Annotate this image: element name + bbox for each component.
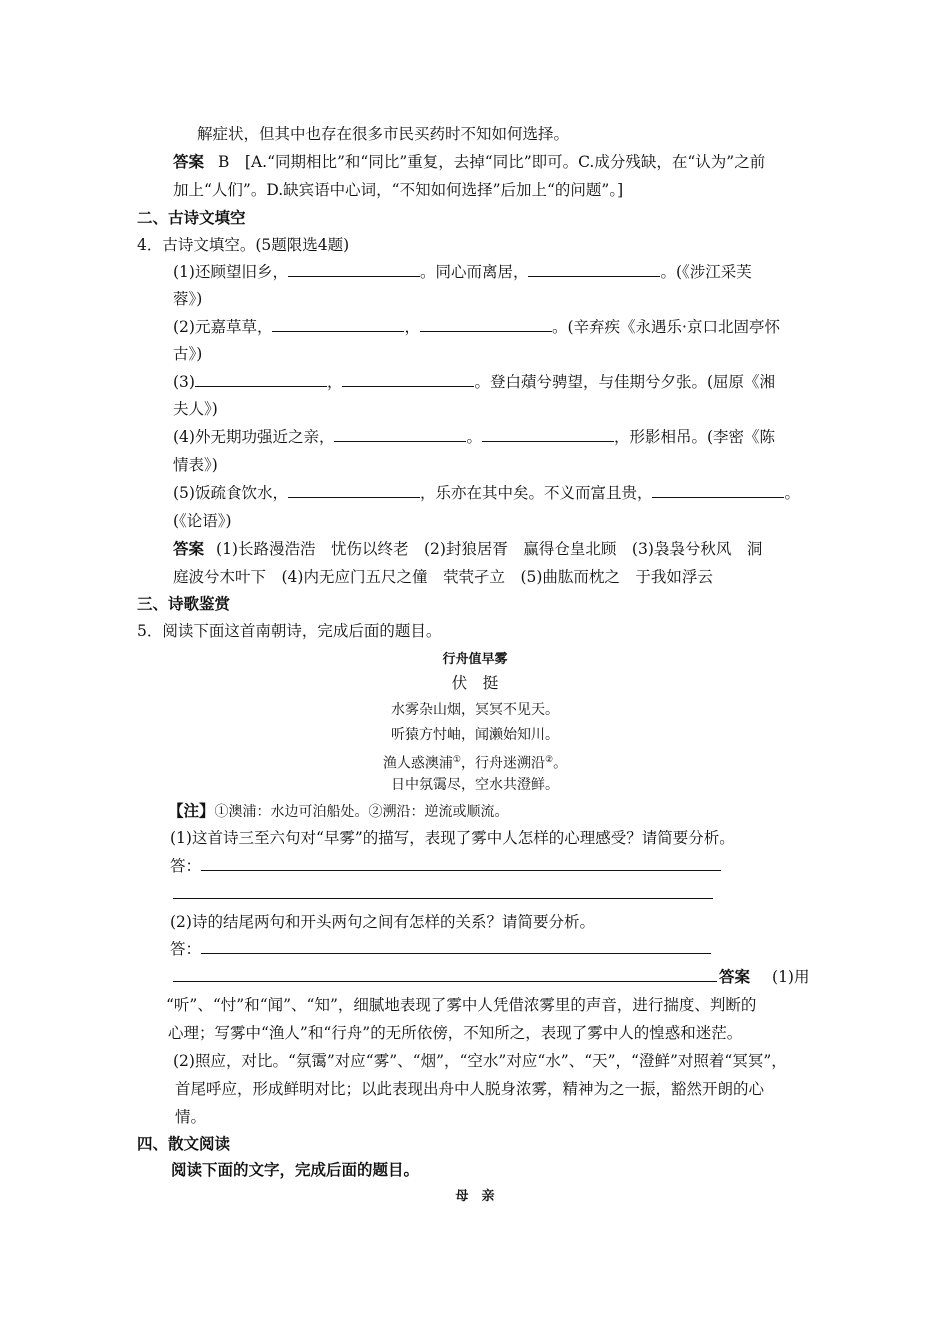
q5-answer-line-6: 情。 (175, 1108, 207, 1126)
blank-line (652, 483, 784, 498)
q4-item-4: (4)外无期功强近之亲， 。 ，形影相吊。(李密《陈 (173, 428, 776, 446)
q3-answer-line-2: 加上“人们”。D.缺宾语中心词，“不知如何选择”后加上“的问题”。] (173, 181, 624, 199)
q4-item-5-cont: (《论语》) (173, 512, 232, 530)
blank-line (528, 262, 660, 277)
blank-line (420, 317, 552, 332)
poem-line-2: 听猿方忖岫，闻濑始知川。 (391, 727, 559, 743)
q4-item-5: (5)饭疏食饮水， ，乐亦在其中矣。不义而富且贵， 。 (173, 484, 800, 502)
blank-line (334, 427, 466, 442)
section4-intro: 阅读下面的文字，完成后面的题目。 (171, 1160, 420, 1179)
section-heading-4: 四、散文阅读 (137, 1134, 231, 1153)
answer-label: 答案 (173, 152, 205, 171)
q4-item-1-cont: 蓉》) (173, 290, 203, 308)
answer-line (173, 884, 713, 899)
q3-continuation: 解症状，但其中也存在很多市民买药时不知如何选择。 (197, 125, 570, 143)
q5-sub-2: (2)诗的结尾两句和开头两句之间有怎样的关系？请简要分析。 (170, 913, 595, 931)
q5-answer-prompt-2: 答： (170, 939, 711, 959)
q5-stem: 5．阅读下面这首南朝诗，完成后面的题目。 (137, 622, 442, 640)
q4-item-2-cont: 古》) (173, 345, 203, 363)
poem-title: 行舟值早雾 (442, 652, 508, 667)
answer-line (173, 967, 717, 982)
q5-answer-line-1b (173, 884, 713, 904)
poem-author: 伏 挺 (451, 674, 499, 692)
q5-answer-line-4: (2)照应，对比。“氛霭”对应“雾”、“烟”，“空水”对应“水”、“天”，“澄鲜”对照着“冥冥”， (173, 1052, 787, 1070)
blank-line (288, 483, 420, 498)
poem-note (168, 801, 509, 822)
q5-answer-line-5: 首尾呼应，形成鲜明对比；以此表现出舟中人脱身浓雾，精神为之一振，豁然开朗的心 (175, 1080, 765, 1098)
section-heading-2: 二、古诗文填空 (137, 208, 246, 227)
q5-sub-1: (1)这首诗三至六句对“早雾”的描写，表现了雾中人怎样的心理感受？请简要分析。 (170, 829, 735, 847)
poem-line-3: 渔人惑澳浦①，行舟迷溯沿②。 (382, 755, 568, 772)
footnote-mark: ① (452, 755, 461, 765)
footnote-mark: ② (545, 755, 554, 765)
q4-answer-line-1: 答案 (1)长路漫浩浩 忧伤以终老 (2)封狼居胥 赢得仓皇北顾 (3)袅袅兮秋风 洞 (173, 539, 763, 558)
poem-line-1: 水雾杂山烟，冥冥不见天。 (391, 702, 559, 718)
blank-line (482, 427, 614, 442)
q4-stem: 4．古诗文填空。(5题限选4题) (137, 236, 350, 254)
section-heading-3: 三、诗歌鉴赏 (137, 594, 231, 613)
q5-answer-line-3: 心理；写雾中“渔人”和“行舟”的无所依傍，不知所之，表现了雾中人的惶惑和迷茫。 (168, 1024, 743, 1042)
blank-line (288, 262, 420, 277)
answer-line (201, 856, 721, 871)
answer-label: 答案 (719, 967, 751, 986)
q4-item-3-cont: 夫人》) (173, 400, 218, 418)
blank-line (272, 317, 404, 332)
poem-line-4: 日中氛霭尽，空水共澄鲜。 (391, 777, 559, 793)
answer-label: 答案 (173, 539, 205, 558)
q4-answer-line-2: 庭波兮木叶下 (4)内无应门五尺之僮 茕茕孑立 (5)曲肱而枕之 于我如浮云 (173, 568, 713, 586)
q4-item-2: (2)元嘉草草， ， 。(辛弃疾《永遇乐·京口北固亭怀 (173, 318, 780, 336)
q4-item-4-cont: 情表》) (173, 456, 218, 474)
q5-answer-line-1: 答案 (1)用 (173, 967, 809, 987)
answer-line (201, 939, 711, 954)
q5-answer-prompt-1: 答： (170, 856, 721, 876)
note-label: 【注】 (168, 801, 215, 820)
q3-answer-line-1 (173, 152, 765, 172)
q5-answer-line-2: “听”、“忖”和“闻”、“知”，细腻地表现了雾中人凭借浓雾里的声音，进行揣度、判断的 (166, 996, 757, 1014)
q4-item-3: (3) ， 。登白薠兮骋望，与佳期兮夕张。(屈原《湘 (173, 373, 776, 391)
q4-item-1: (1)还顾望旧乡， 。同心而离居， 。(《涉江采芙 (173, 263, 752, 281)
note-text: ①澳浦：水边可泊船处。②溯沿：逆流或顺流。 (214, 804, 509, 820)
q3-answer-text-1: B [A.“同期相比”和“同比”重复，去掉“同比”即可。C.成分残缺，在“认为”之前 (218, 153, 766, 171)
blank-line (342, 372, 474, 387)
blank-line (195, 372, 327, 387)
essay-title: 母 亲 (455, 1189, 495, 1204)
